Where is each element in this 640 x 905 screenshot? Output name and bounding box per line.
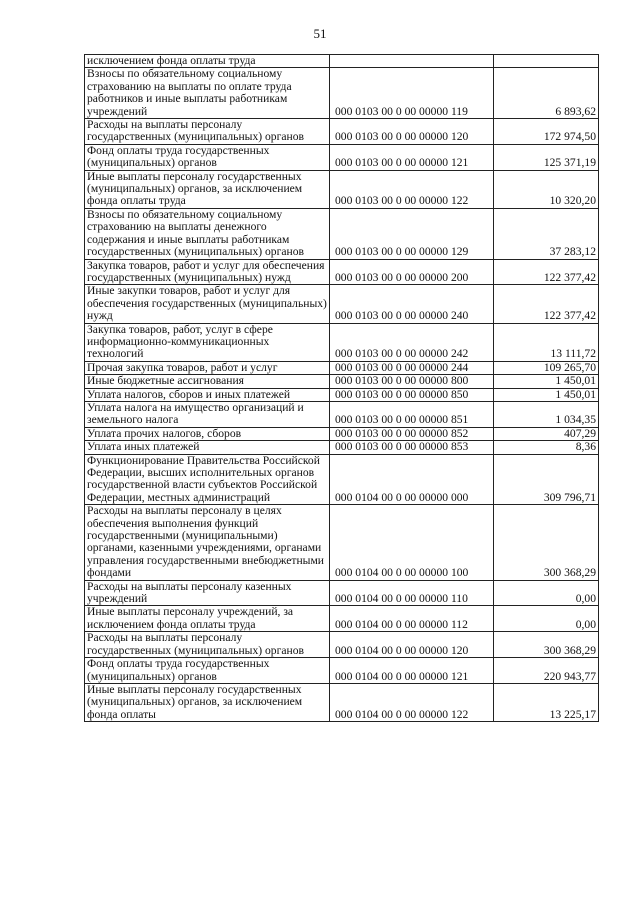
row-name-cell: Иные закупки товаров, работ и услуг для обеспечения государственных (муниципальных) нужд [85,285,330,323]
row-name-cell: Закупка товаров, работ и услуг для обеспечения государственных (муниципальных) нужд [85,259,330,285]
table-row [85,505,599,580]
table-row [85,361,599,374]
row-amount-cell: 125 371,19 [494,144,599,170]
row-name-cell: Расходы на выплаты персоналу в целях обеспечения выполнения функций государственными (муниципальными) органами, казенными учреждениями, органами управления государственными внебюджетными фондами [85,505,330,580]
table-row [85,55,599,68]
row-name-cell: Иные выплаты персоналу государственных (муниципальных) органов, за исключением фонда оплаты [85,683,330,721]
row-code-cell: 000 0103 00 0 00 00000 851 [330,401,494,427]
table-row [85,144,599,170]
page-number: 51 [313,26,327,41]
row-amount-cell: 407,29 [494,427,599,440]
row-code-cell: 000 0104 00 0 00 00000 100 [330,505,494,580]
row-code-cell: 000 0103 00 0 00 00000 120 [330,119,494,145]
row-amount-cell: 172 974,50 [494,119,599,145]
row-amount-cell: 1 450,01 [494,375,599,388]
table-row [85,375,599,388]
row-code-cell: 000 0103 00 0 00 00000 129 [330,208,494,259]
row-name-cell: Функционирование Правительства Российской Федерации, высших исполнительных органов государственной власти субъектов Российской Федерации, местных администраций [85,454,330,505]
row-amount-cell: 309 796,71 [494,454,599,505]
row-code-cell: 000 0104 00 0 00 00000 122 [330,683,494,721]
row-code-cell: 000 0104 00 0 00 00000 110 [330,580,494,606]
row-code-cell: 000 0103 00 0 00 00000 853 [330,441,494,454]
row-name-cell: Уплата налога на имущество организаций и земельного налога [85,401,330,427]
row-amount-cell: 109 265,70 [494,361,599,374]
table-row [85,441,599,454]
table-row [85,632,599,658]
row-amount-cell: 10 320,20 [494,170,599,208]
row-name-cell: Взносы по обязательному социальному страхованию на выплаты по оплате труда работников и иные выплаты работникам учреждений [85,68,330,119]
row-code-cell [330,55,494,68]
row-name-cell: Расходы на выплаты персоналу казенных учреждений [85,580,330,606]
row-amount-cell: 0,00 [494,580,599,606]
table-row [85,119,599,145]
table-row [85,259,599,285]
row-amount-cell: 1 034,35 [494,401,599,427]
row-amount-cell: 1 450,01 [494,388,599,401]
table-row [85,683,599,721]
row-amount-cell: 8,36 [494,441,599,454]
row-amount-cell: 220 943,77 [494,658,599,684]
row-amount-cell [494,55,599,68]
row-code-cell: 000 0103 00 0 00 00000 244 [330,361,494,374]
row-name-cell: Иные выплаты персоналу государственных (муниципальных) органов, за исключением фонда оплаты труда [85,170,330,208]
row-code-cell: 000 0103 00 0 00 00000 850 [330,388,494,401]
row-name-cell: исключением фонда оплаты труда [85,55,330,68]
budget-table [84,54,599,722]
row-name-cell: Уплата прочих налогов, сборов [85,427,330,440]
row-code-cell: 000 0103 00 0 00 00000 240 [330,285,494,323]
row-code-cell: 000 0104 00 0 00 00000 121 [330,658,494,684]
table-row [85,658,599,684]
table-row [85,454,599,505]
row-name-cell: Уплата иных платежей [85,441,330,454]
row-code-cell: 000 0103 00 0 00 00000 200 [330,259,494,285]
table-row [85,580,599,606]
row-amount-cell: 122 377,42 [494,285,599,323]
table-row [85,285,599,323]
row-name-cell: Расходы на выплаты персоналу государственных (муниципальных) органов [85,119,330,145]
row-name-cell: Закупка товаров, работ, услуг в сфере информационно-коммуникационных технологий [85,323,330,361]
row-code-cell: 000 0103 00 0 00 00000 119 [330,68,494,119]
row-name-cell: Прочая закупка товаров, работ и услуг [85,361,330,374]
row-name-cell: Иные бюджетные ассигнования [85,375,330,388]
row-code-cell: 000 0103 00 0 00 00000 121 [330,144,494,170]
row-code-cell: 000 0103 00 0 00 00000 800 [330,375,494,388]
row-name-cell: Иные выплаты персоналу учреждений, за исключением фонда оплаты труда [85,606,330,632]
table-row [85,208,599,259]
row-amount-cell: 13 225,17 [494,683,599,721]
row-code-cell: 000 0104 00 0 00 00000 000 [330,454,494,505]
row-code-cell: 000 0104 00 0 00 00000 112 [330,606,494,632]
row-amount-cell: 0,00 [494,606,599,632]
row-amount-cell: 300 368,29 [494,505,599,580]
row-name-cell: Взносы по обязательному социальному страхованию на выплаты денежного содержания и иные выплаты работникам государственных (муниципальных) органов [85,208,330,259]
table-row [85,427,599,440]
row-code-cell: 000 0104 00 0 00 00000 120 [330,632,494,658]
table-row [85,606,599,632]
table-row [85,170,599,208]
row-amount-cell: 13 111,72 [494,323,599,361]
row-amount-cell: 37 283,12 [494,208,599,259]
table-row [85,401,599,427]
table-row [85,323,599,361]
row-name-cell: Уплата налогов, сборов и иных платежей [85,388,330,401]
row-name-cell: Расходы на выплаты персоналу государственных (муниципальных) органов [85,632,330,658]
row-name-cell: Фонд оплаты труда государственных (муниципальных) органов [85,658,330,684]
row-code-cell: 000 0103 00 0 00 00000 122 [330,170,494,208]
row-code-cell: 000 0103 00 0 00 00000 852 [330,427,494,440]
table-row [85,388,599,401]
row-amount-cell: 6 893,62 [494,68,599,119]
row-name-cell: Фонд оплаты труда государственных (муниципальных) органов [85,144,330,170]
row-code-cell: 000 0103 00 0 00 00000 242 [330,323,494,361]
row-amount-cell: 122 377,42 [494,259,599,285]
row-amount-cell: 300 368,29 [494,632,599,658]
table-row [85,68,599,119]
